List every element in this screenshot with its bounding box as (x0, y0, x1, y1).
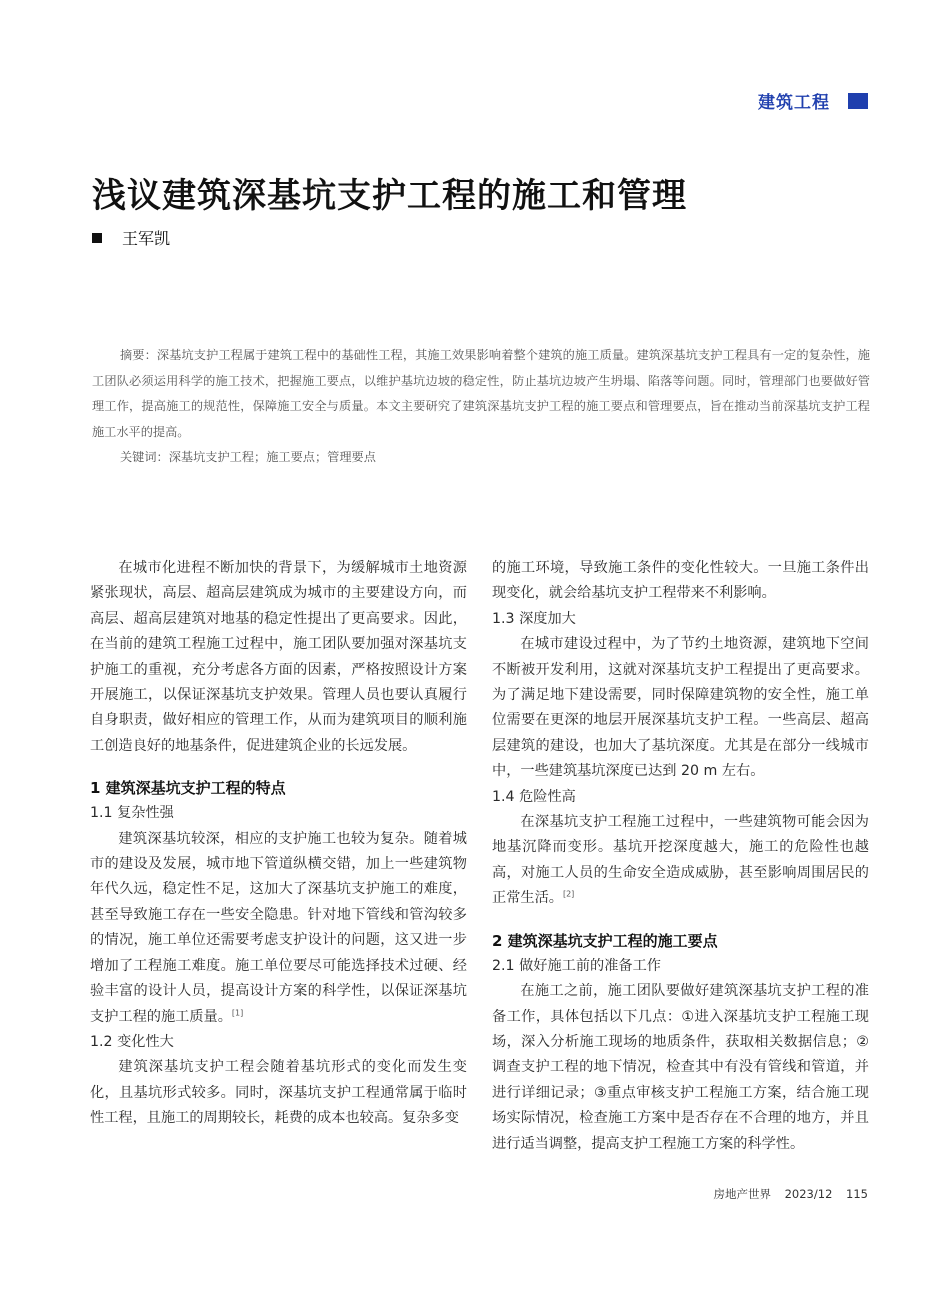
page-footer (703, 1186, 868, 1202)
author-name: 王军凯 (122, 229, 171, 248)
section-1-4-heading: 1.4 危险性高 (492, 788, 576, 805)
body-column-right (492, 556, 869, 1157)
keywords: 关键词：深基坑支护工程；施工要点；管理要点 (120, 450, 376, 464)
abstract (92, 343, 870, 471)
citation-ref[interactable]: [2] (562, 889, 575, 899)
section-2-1-heading: 2.1 做好施工前的准备工作 (492, 957, 661, 974)
author-bullet-icon (92, 233, 102, 243)
article-title: 浅议建筑深基坑支护工程的施工和管理 (92, 176, 687, 216)
section-1-2-heading: 1.2 变化性大 (90, 1033, 174, 1050)
body-column-left (90, 556, 467, 1132)
section-1-heading: 1 建筑深基坑支护工程的特点 (90, 779, 286, 798)
section-1-2-paragraph: 建筑深基坑支护工程会随着基坑形式的变化而发生变化，且基坑形式较多。同时，深基坑支护工程通常属于临时性工程，且施工的周期较长，耗费的成本也较高。复杂多变 (90, 1059, 467, 1127)
section-1-4-paragraph: 在深基坑支护工程施工过程中，一些建筑物可能会因为地基沉降而变形。基坑开挖深度越大，施工的危险性也越高，对施工人员的生命安全造成威胁，甚至影响周围居民的正常生活。[2] (492, 814, 869, 907)
journal-name: 房地产世界 (713, 1187, 771, 1201)
section-1-2-paragraph-continued: 的施工环境，导致施工条件的变化性较大。一旦施工条件出现变化，就会给基坑支护工程带来不利影响。 (492, 560, 869, 602)
section-1-3-paragraph: 在城市建设过程中，为了节约土地资源，建筑地下空间不断被开发利用，这就对深基坑支护工程提出了更高要求。为了满足地下建设需要，同时保障建筑物的安全性，施工单位需要在更深的地层开展深基坑支护工程。一些高层、超高层建筑的建设，也加大了基坑深度。尤其是在部分一线城市中，一些建筑基坑深度已达到 20 m 左右。 (492, 636, 869, 780)
section-tag (758, 88, 868, 113)
section-1-1-heading: 1.1 复杂性强 (90, 805, 174, 822)
issue-date: 2023/12 (784, 1187, 833, 1201)
section-label: 建筑工程 (758, 93, 830, 113)
section-2-heading: 2 建筑深基坑支护工程的施工要点 (492, 931, 718, 950)
section-2-1-paragraph: 在施工之前，施工团队要做好建筑深基坑支护工程的准备工作，具体包括以下几点：①进入深基坑支护工程施工现场，深入分析施工现场的地质条件，获取相关数据信息；②调查支护工程的地下情况，检查其中有没有管线和管道，并进行详细记录；③重点审核支护工程施工方案，结合施工现场实际情况，检查施工方案中是否存在不合理的地方，并且进行适当调整，提高支护工程施工方案的科学性。 (492, 983, 869, 1152)
section-marker-block (848, 93, 868, 109)
citation-ref[interactable]: [1] (231, 1007, 244, 1017)
section-1-3-heading: 1.3 深度加大 (492, 610, 576, 627)
page-number: 115 (846, 1187, 868, 1201)
author-row (92, 226, 170, 249)
intro-paragraph: 在城市化进程不断加快的背景下，为缓解城市土地资源紧张现状，高层、超高层建筑成为城市的主要建设方向，而高层、超高层建筑对地基的稳定性提出了更高要求。因此，在当前的建筑工程施工过程中，施工团队要加强对深基坑支护施工的重视，充分考虑各方面的因素，严格按照设计方案开展施工，以保证深基坑支护效果。管理人员也要认真履行自身职责，做好相应的管理工作，从而为建筑项目的顺利施工创造良好的地基条件，促进建筑企业的长远发展。 (90, 560, 467, 754)
abstract-text: 摘要：深基坑支护工程属于建筑工程中的基础性工程，其施工效果影响着整个建筑的施工质量。建筑深基坑支护工程具有一定的复杂性，施工团队必须运用科学的施工技术，把握施工要点，以维护基坑边坡的稳定性，防止基坑边坡产生坍塌、陷落等问题。同时，管理部门也要做好管理工作，提高施工的规范性，保障施工安全与质量。本文主要研究了建筑深基坑支护工程的施工要点和管理要点，旨在推动当前深基坑支护工程施工水平的提高。 (92, 348, 870, 439)
section-1-1-paragraph: 建筑深基坑较深，相应的支护施工也较为复杂。随着城市的建设及发展，城市地下管道纵横交错，加上一些建筑物年代久远，稳定性不足，这加大了深基坑支护施工的难度，甚至导致施工存在一些安全隐患。针对地下管线和管沟较多的情况，施工单位还需要考虑支护设计的问题，这又进一步增加了工程施工难度。施工单位要尽可能选择技术过硬、经验丰富的设计人员，提高设计方案的科学性，以保证深基坑支护工程的施工质量。[1] (90, 830, 467, 1025)
